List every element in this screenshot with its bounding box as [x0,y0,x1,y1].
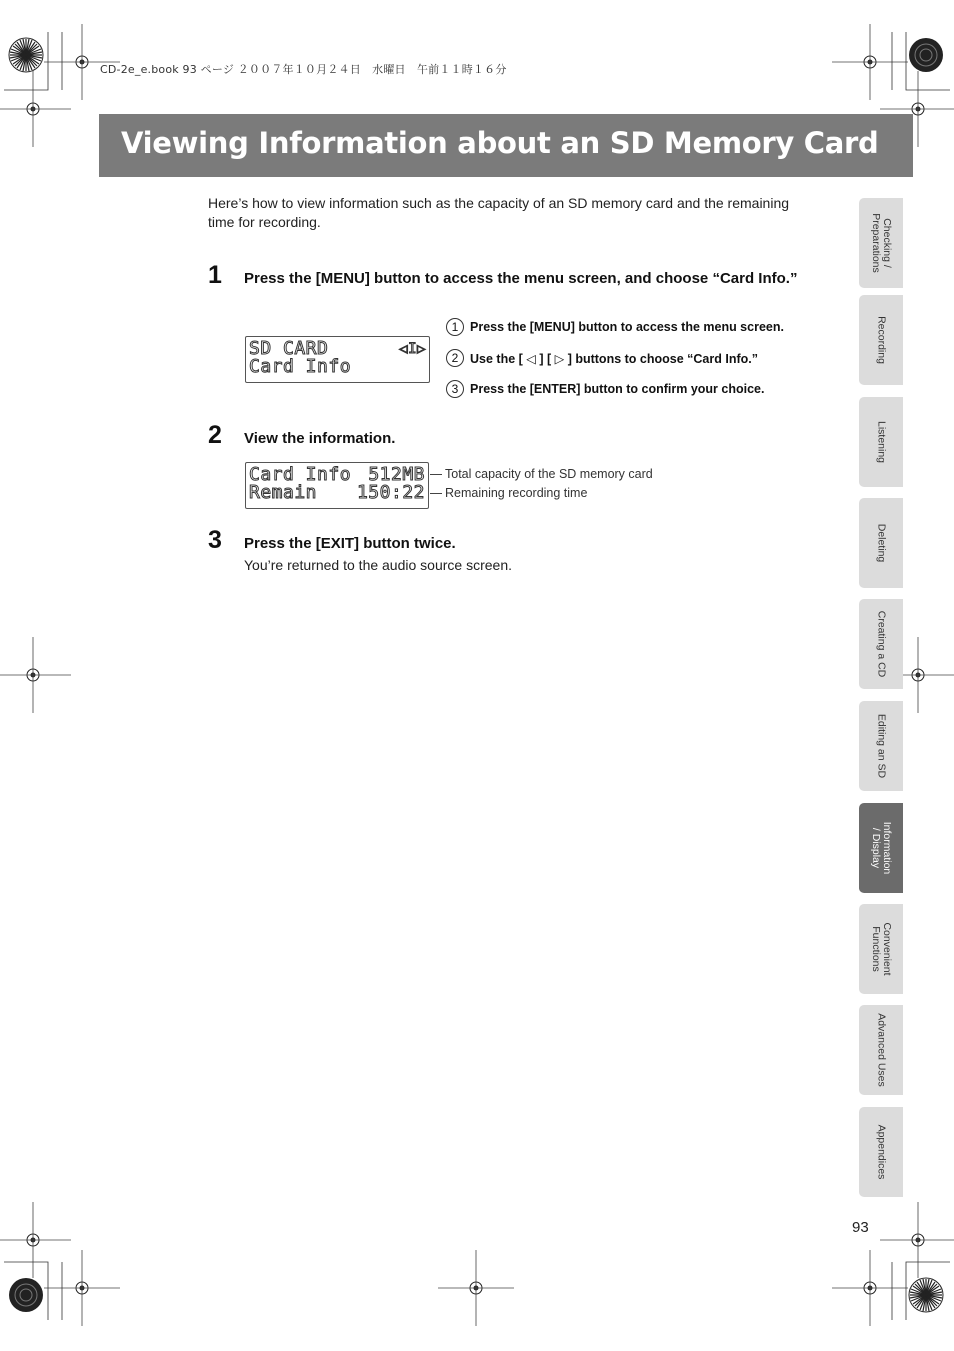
lcd-line-2: Card Info [249,356,352,377]
tab-information-display[interactable] [859,803,903,893]
substep-1-text: Press the [MENU] button to access the menu screen. [470,320,784,334]
tab-label: Deleting [875,523,888,563]
tab-deleting[interactable] [859,498,903,588]
callout-remaining [430,486,587,500]
tab-label: Information / Display [870,821,893,875]
print-header: CD-2e_e.book 93 ページ ２００７年１０月２４日 水曜日 午前１１時１６分 [100,63,507,76]
leader-line [430,493,442,494]
step-3-title: Press the [EXIT] button twice. [244,535,456,552]
tab-label: Listening [875,420,888,464]
lcd-remain-label: Remain [249,482,318,503]
tab-label: Convenient Functions [870,922,893,976]
circled-number-3: 3 [446,380,464,398]
tab-advanced-uses[interactable] [859,1005,903,1095]
callout-capacity [430,467,653,481]
lcd-card-info-label: Card Info [249,464,352,485]
lcd-remain-value: 150:22 [356,482,425,503]
tab-label: Checking / Preparations [870,213,893,273]
lcd-display-menu [245,336,430,383]
step-1-title: Press the [MENU] button to access the menu screen, and choose “Card Info.” [244,270,798,287]
substep-1 [446,318,784,336]
step-2-title: View the information. [244,430,396,447]
tab-creating-a-cd[interactable] [859,599,903,689]
lcd-scroll-indicator: ◁I▷ [399,341,426,357]
tab-label: Creating a CD [875,610,888,678]
tab-label: Appendices [875,1124,888,1180]
substep-2 [446,349,758,367]
step-3-number: 3 [208,526,222,554]
page-number: 93 [852,1219,869,1236]
lcd-line-1: SD CARD [249,338,329,359]
step-1-number: 1 [208,261,222,289]
callout-remaining-text: Remaining recording time [445,486,588,500]
tab-convenient-functions[interactable] [859,904,903,994]
substep-3 [446,380,764,398]
substep-3-text: Press the [ENTER] button to confirm your choice. [470,382,765,396]
leader-line [430,474,442,475]
tab-appendices[interactable] [859,1107,903,1197]
lcd-display-card-info [245,462,429,509]
tab-label: Advanced Uses [875,1013,888,1087]
lcd-capacity-value: 512MB [368,464,425,485]
substep-2-text: Use the [ ◁ ] [ ▷ ] buttons to choose “Card Info.” [470,351,758,366]
title-bar [99,114,913,177]
callout-capacity-text: Total capacity of the SD memory card [445,467,653,481]
tab-listening[interactable] [859,397,903,487]
step-2-number: 2 [208,421,222,449]
tab-editing-an-sd[interactable] [859,701,903,791]
circled-number-1: 1 [446,318,464,336]
page-title: Viewing Information about an SD Memory Card [121,126,879,160]
circled-number-2: 2 [446,349,464,367]
tab-label: Editing an SD [875,713,888,779]
tab-label: Recording [875,316,888,364]
tab-checking-preparations[interactable] [859,198,903,288]
tab-recording[interactable] [859,295,903,385]
intro-text: Here’s how to view information such as the capacity of an SD memory card and the remaining time for recording. [208,195,790,230]
step-3-body: You’re returned to the audio source screen. [244,557,512,573]
